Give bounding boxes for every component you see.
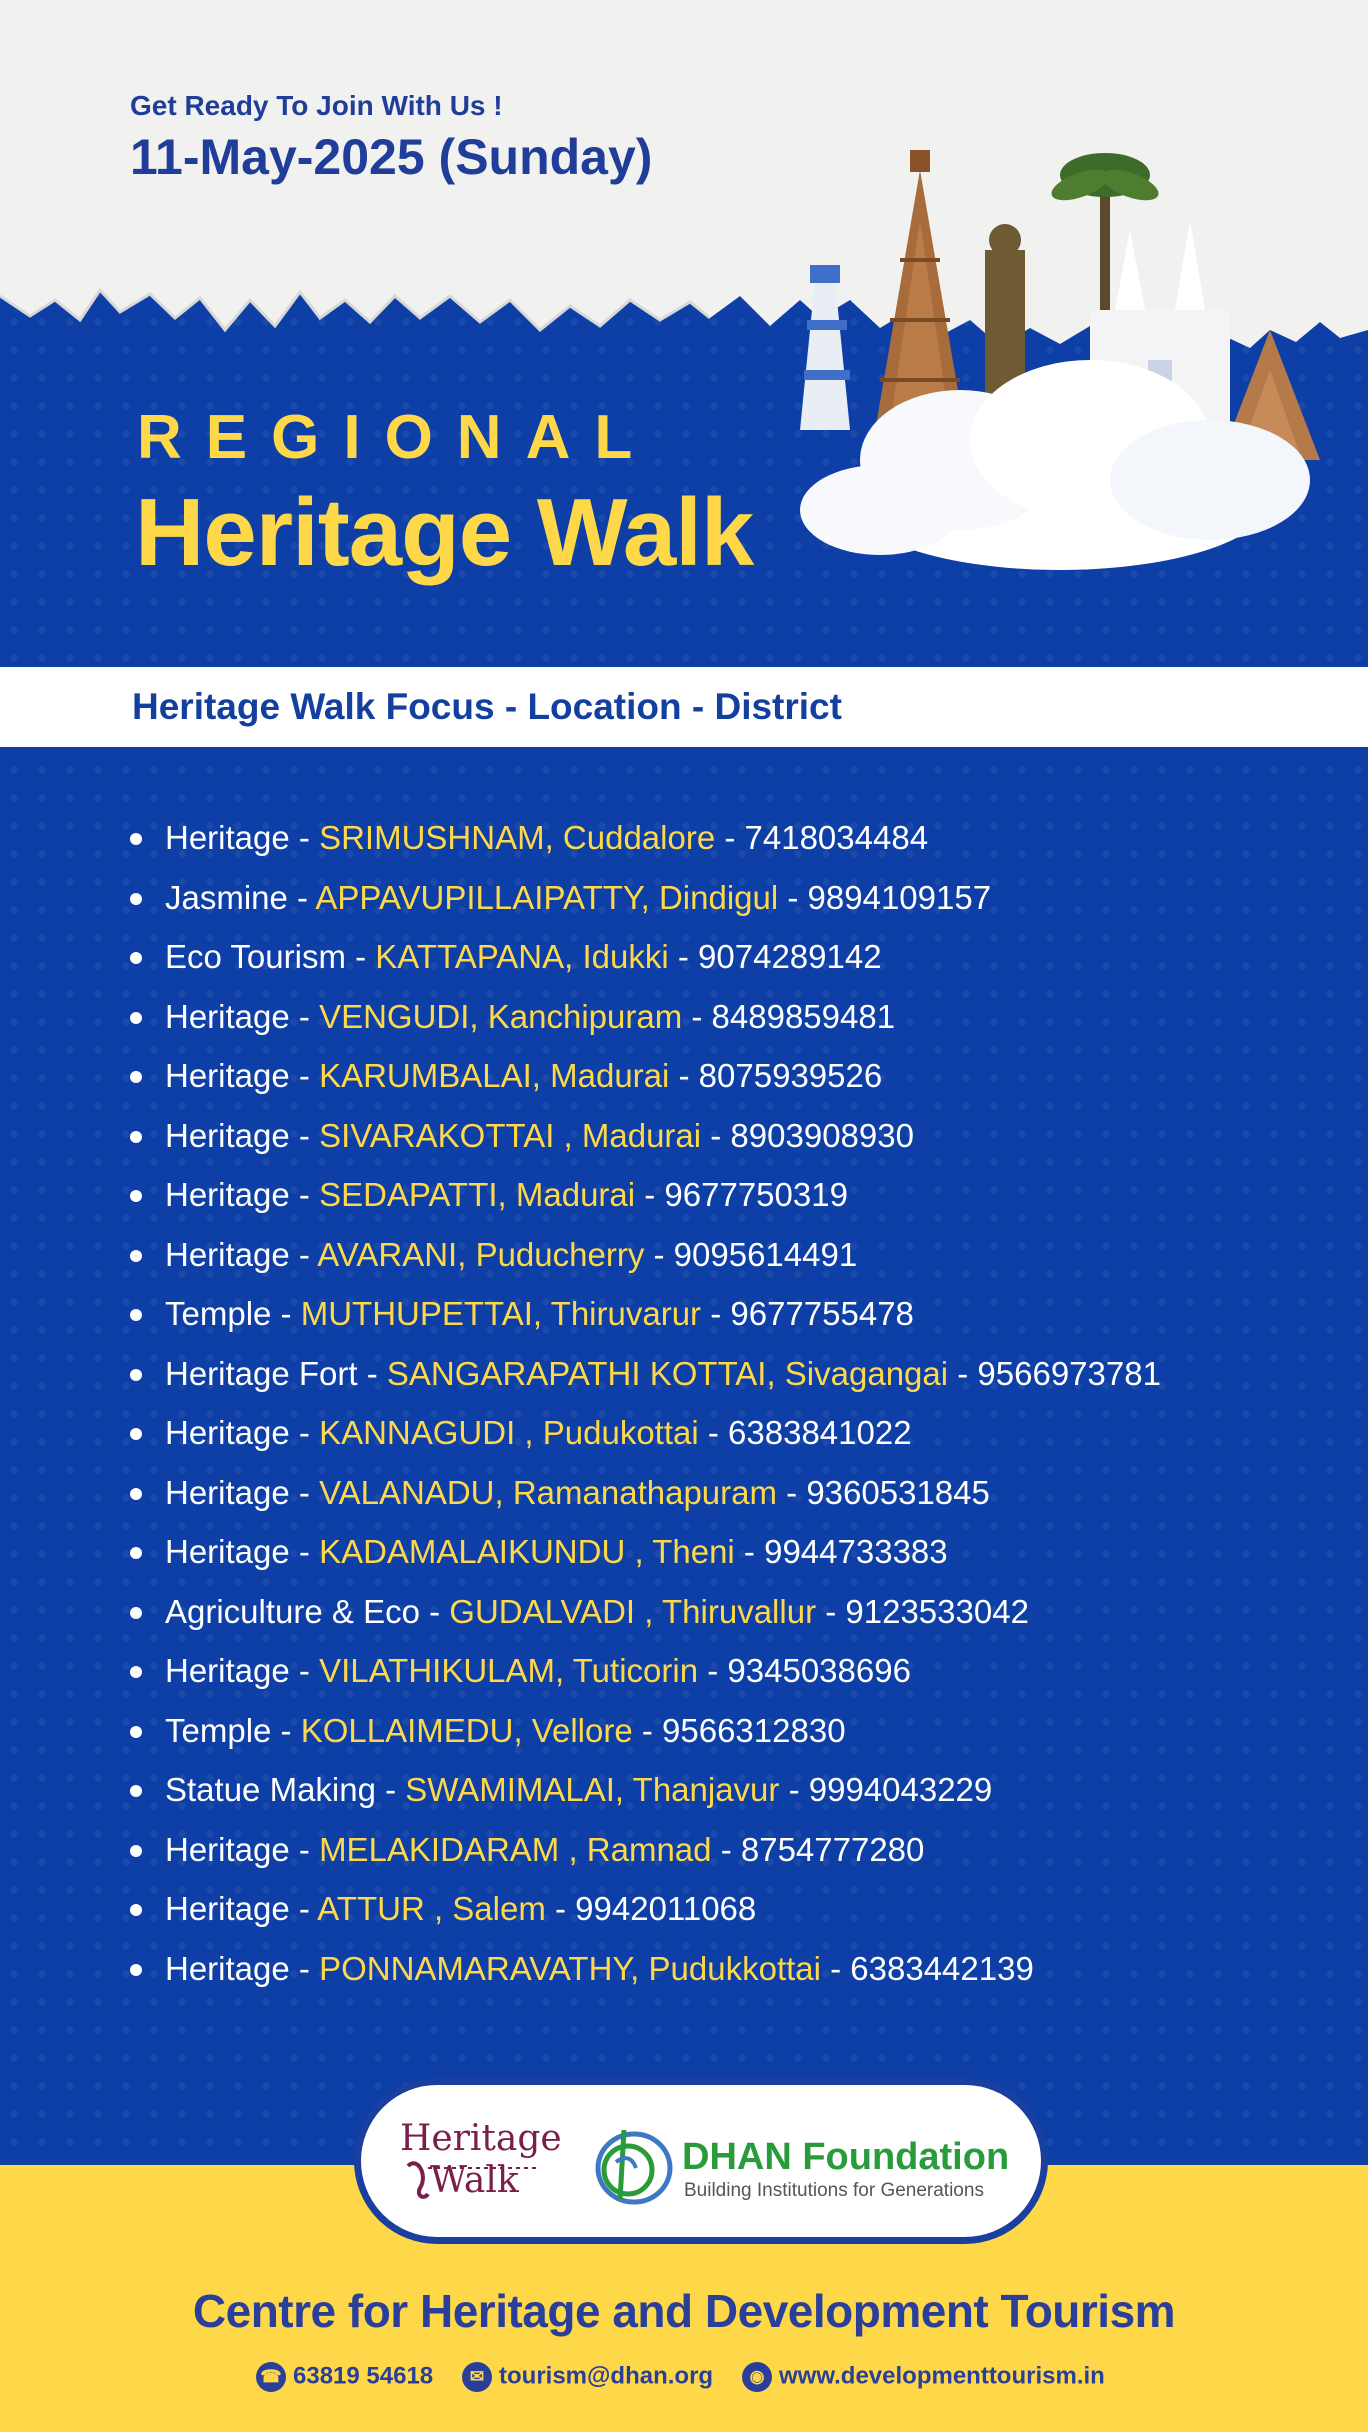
list-item (130, 1820, 1350, 1880)
list-item (130, 868, 1350, 928)
walk-phone: - 9123533042 (816, 1592, 1029, 1630)
heritage-walk-logo-text-1: Heritage (400, 2118, 562, 2159)
walk-focus: Heritage - (165, 819, 320, 856)
list-item (130, 1046, 1350, 1106)
walk-focus: Heritage - (165, 1652, 320, 1689)
walk-phone: - 7418034484 (715, 819, 929, 856)
walk-focus: Temple - (165, 1711, 301, 1749)
dhan-foundation-name: DHAN Foundation (682, 2136, 1010, 2178)
walk-phone: - 9345038696 (698, 1652, 911, 1689)
title-heritage-walk: Heritage Walk (135, 479, 754, 586)
walk-phone: - 9566312830 (632, 1711, 846, 1749)
walk-focus: Jasmine - (165, 878, 316, 916)
walk-phone: - 9095614491 (644, 1235, 858, 1273)
heritage-walk-logo (398, 2116, 558, 2206)
list-item (130, 1165, 1350, 1225)
walk-phone: - 8754777280 (711, 1830, 925, 1868)
walk-focus: Heritage - (165, 1235, 318, 1273)
walk-focus: Heritage - (165, 1116, 320, 1154)
contact-website[interactable] (742, 2356, 1105, 2396)
walk-phone: - 9360531845 (777, 1473, 990, 1511)
list-item (130, 1284, 1350, 1344)
list-item (130, 1344, 1350, 1404)
walk-focus: Heritage - (165, 1473, 320, 1511)
walk-phone: - 9677755478 (701, 1295, 914, 1332)
walk-phone: - 9994043229 (779, 1771, 993, 1808)
list-item (130, 1106, 1350, 1166)
walk-focus: Heritage - (165, 1890, 318, 1927)
walk-focus: Heritage Fort - (165, 1354, 387, 1392)
walk-location: PONNAMARAVATHY, Pudukkottai (319, 1949, 821, 1987)
dhan-foundation-tagline: Building Institutions for Generations (684, 2180, 984, 2201)
list-item (130, 1760, 1350, 1820)
monuments-collage-illustration (760, 130, 1340, 590)
email-address[interactable]: tourism@dhan.org (499, 2362, 714, 2390)
heritage-walk-logo-text-2: Walk (430, 2160, 519, 2201)
walk-location: ATTUR , Salem (317, 1890, 546, 1927)
contact-email[interactable] (462, 2356, 713, 2396)
list-item (130, 1522, 1350, 1582)
list-item (130, 1463, 1350, 1523)
globe-icon: ◉ (742, 2362, 772, 2392)
walk-focus: Heritage - (165, 997, 320, 1035)
walk-location: SIVARAKOTTAI , Madurai (319, 1116, 702, 1154)
walk-location: KATTAPANA, Idukki (375, 938, 669, 975)
walk-phone: - 9074289142 (668, 938, 882, 975)
walk-location: VALANADU, Ramanathapuram (319, 1473, 777, 1511)
list-item (130, 808, 1350, 868)
tagline: Get Ready To Join With Us ! (130, 90, 503, 121)
walk-location: KOLLAIMEDU, Vellore (300, 1711, 633, 1749)
walk-location: VILATHIKULAM, Tuticorin (319, 1652, 699, 1689)
walk-phone: - 8903908930 (701, 1116, 914, 1154)
list-item (130, 1879, 1350, 1939)
walk-focus: Temple - (165, 1295, 301, 1332)
walk-phone: - 9894109157 (778, 878, 992, 916)
walk-location: MELAKIDARAM , Ramnad (319, 1830, 712, 1868)
focus-heading: Heritage Walk Focus - Location - District (132, 686, 842, 727)
walk-focus: Heritage - (165, 1949, 320, 1987)
list-item (130, 1225, 1350, 1285)
walk-location: VENGUDI, Kanchipuram (319, 997, 683, 1035)
walk-location: GUDALVADI , Thiruvallur (449, 1592, 817, 1630)
list-item (130, 1939, 1350, 1999)
walk-phone: - 6383442139 (820, 1949, 1034, 1987)
list-item (130, 1641, 1350, 1701)
walk-location: KARUMBALAI, Madurai (319, 1057, 670, 1094)
phone-number: 63819 54618 (293, 2362, 434, 2390)
walk-phone: - 9942011068 (545, 1890, 757, 1927)
walk-focus: Heritage - (165, 1057, 320, 1094)
phone-icon: ☎ (256, 2362, 286, 2392)
walk-phone: - 6383841022 (698, 1414, 912, 1451)
list-item (130, 927, 1350, 987)
walk-location: KANNAGUDI , Pudukottai (319, 1414, 699, 1451)
website-url[interactable]: www.developmenttourism.in (779, 2362, 1105, 2390)
walk-focus: Heritage - (165, 1830, 320, 1868)
walk-focus: Eco Tourism - (165, 938, 376, 975)
walk-phone: - 9566973781 (948, 1354, 1161, 1392)
walk-location: MUTHUPETTAI, Thiruvarur (300, 1295, 702, 1332)
walk-location: APPAVUPILLAIPATTY, Dindigul (315, 878, 779, 916)
list-item (130, 1701, 1350, 1761)
walk-phone: - 8075939526 (669, 1057, 883, 1094)
email-icon: ✉ (462, 2362, 492, 2392)
walk-focus: Heritage - (165, 1176, 320, 1213)
centre-name: Centre for Heritage and Development Tourism (192, 2285, 1176, 2337)
walk-phone: - 9677750319 (635, 1176, 848, 1213)
walk-focus: Heritage - (165, 1414, 320, 1451)
walk-location: SRIMUSHNAM, Cuddalore (319, 819, 716, 856)
walk-focus: Agriculture & Eco - (165, 1592, 450, 1630)
cloud-illustration (800, 360, 1310, 570)
list-item (130, 987, 1350, 1047)
walk-focus: Statue Making - (165, 1771, 406, 1808)
walk-list (130, 808, 1350, 1998)
walk-location: SEDAPATTI, Madurai (319, 1176, 636, 1213)
walk-phone: - 8489859481 (682, 997, 896, 1035)
walk-location: KADAMALAIKUNDU , Theni (319, 1533, 735, 1570)
walk-location: SANGARAPATHI KOTTAI, Sivagangai (386, 1354, 949, 1392)
list-item (130, 1582, 1350, 1642)
list-item (130, 1403, 1350, 1463)
walk-location: SWAMIMALAI, Thanjavur (405, 1771, 780, 1808)
event-date: 11-May-2025 (Sunday) (130, 129, 653, 185)
dhan-foundation-logo-icon (586, 2122, 676, 2208)
lighthouse-illustration (800, 265, 850, 430)
walk-location: AVARANI, Puducherry (317, 1235, 645, 1273)
title-regional: REGIONAL (137, 403, 657, 472)
walk-focus: Heritage - (165, 1533, 320, 1570)
walk-phone: - 9944733383 (734, 1533, 948, 1570)
contact-phone (256, 2356, 433, 2396)
